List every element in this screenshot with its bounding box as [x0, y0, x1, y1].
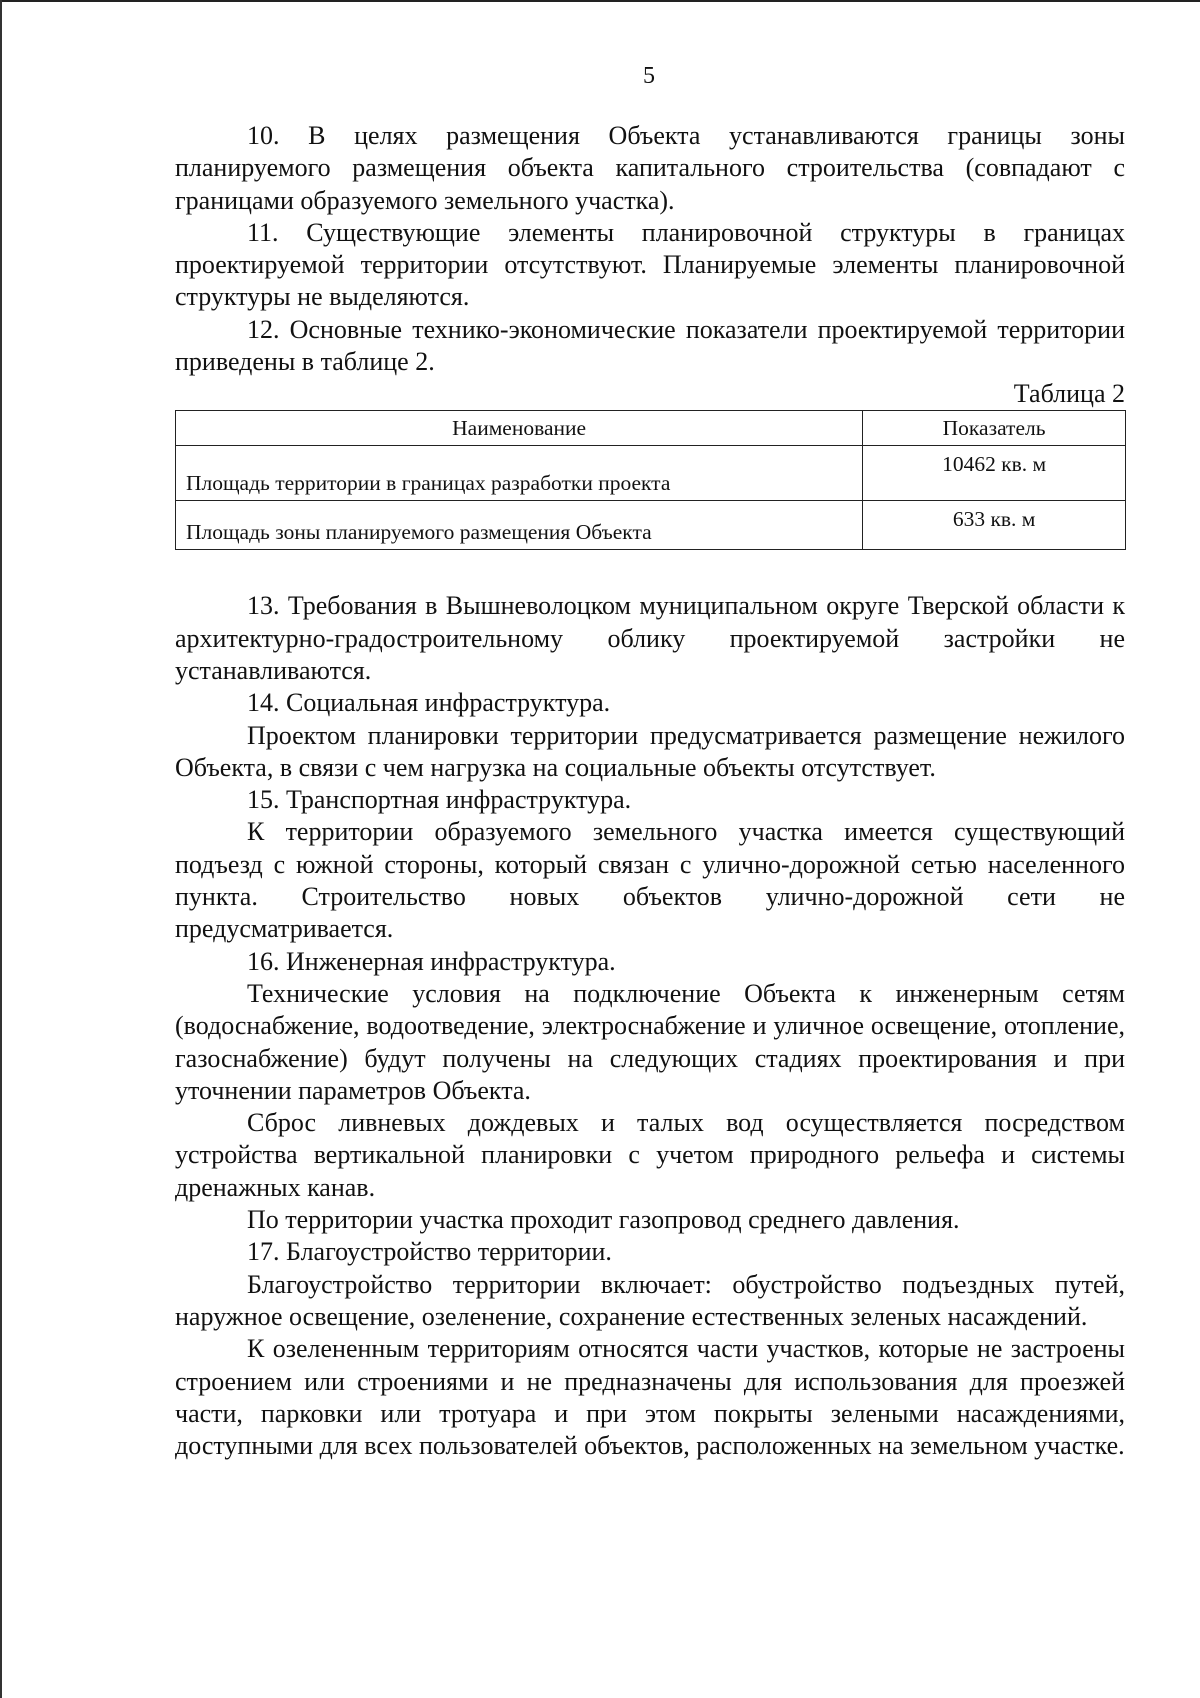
paragraph-12: 12. Основные технико-экономические показатели проектируемой территории приведены в таблице 2.: [175, 314, 1125, 377]
paragraph-drainage: Сброс ливневых дождевых и талых вод осуществляется посредством устройства вертикальной планировки с учетом природного рельефа и системы дренажных канав.: [175, 1108, 1125, 1202]
paragraph-green-areas: К озелененным территориям относятся части участков, которые не застроены строением или строениями и не предназначены для использования для проезжей части, парковки или тротуара и при этом покрыты зелеными насаждениями, доступными для всех пользователей объектов, расположенных на земельном участке.: [175, 1334, 1125, 1461]
document-body: [175, 120, 1125, 1462]
table-cell-value: 10462 кв. м: [863, 446, 1126, 501]
table-caption: Таблица 2: [1013, 379, 1125, 409]
table-cell-name: Площадь зоны планируемого размещения Объекта: [176, 501, 863, 550]
page-number: 5: [643, 63, 655, 89]
page-top-edge: [0, 0, 1200, 2]
indicators-table: [175, 410, 1126, 550]
paragraph-landscaping: Благоустройство территории включает: обустройство подъездных путей, наружное освещение, озеленение, сохранение естественных зеленых насаждений.: [175, 1269, 1125, 1331]
table-header-cell: Показатель: [863, 411, 1126, 446]
paragraph-gas: По территории участка проходит газопровод среднего давления.: [247, 1205, 960, 1235]
paragraph-17-heading: 17. Благоустройство территории.: [247, 1237, 612, 1267]
table-row: [176, 501, 1126, 550]
table-header-cell: Наименование: [176, 411, 863, 446]
table-cell-value: 633 кв. м: [863, 501, 1126, 550]
paragraph-16-heading: 16. Инженерная инфраструктура.: [247, 946, 616, 976]
table-row: [176, 446, 1126, 501]
paragraph-social: Проектом планировки территории предусматривается размещение нежилого Объекта, в связи с чем нагрузка на социальные объекты отсутствует.: [175, 720, 1125, 782]
paragraph-10: 10. В целях размещения Объекта устанавливаются границы зоны планируемого размещения объекта капитального строительства (совпадают с границами образуемого земельного участка).: [175, 121, 1125, 215]
paragraph-engineering: Технические условия на подключение Объекта к инженерным сетям (водоснабжение, водоотведение, электроснабжение и уличное освещение, отопление, газоснабжение) будут получены на следующих стадиях проектирования и при уточнении параметров Объекта.: [175, 978, 1125, 1105]
table-cell-name: Площадь территории в границах разработки проекта: [176, 446, 863, 501]
paragraph-11: 11. Существующие элементы планировочной структуры в границах проектируемой территории отсутствуют. Планируемые элементы планировочной структуры не выделяются.: [175, 217, 1125, 312]
paragraph-13: 13. Требования в Вышневолоцком муниципальном округе Тверской области к архитектурно-градостроительному облику проектируемой застройки не устанавливаются.: [175, 591, 1125, 685]
paragraph-14-heading: 14. Социальная инфраструктура.: [247, 688, 611, 718]
page-left-edge: [0, 0, 2, 1698]
paragraph-transport: К территории образуемого земельного участка имеется существующий подъезд с южной стороны, который связан с улично-дорожной сетью населенного пункта. Строительство новых объектов улично-дорожной сети не предусматривается.: [175, 817, 1125, 944]
paragraph-15-heading: 15. Транспортная инфраструктура.: [247, 785, 632, 815]
table-header-row: [176, 411, 1126, 446]
